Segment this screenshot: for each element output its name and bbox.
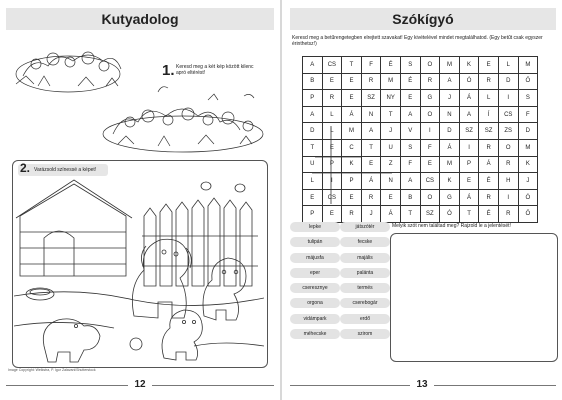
grid-row: [303, 106, 538, 123]
grid-cell[interactable]: J: [440, 90, 460, 107]
grid-cell[interactable]: I: [498, 189, 518, 206]
grid-cell[interactable]: R: [361, 73, 381, 90]
grid-cell[interactable]: O: [498, 139, 518, 156]
grid-cell[interactable]: D: [518, 123, 538, 140]
grid-cell[interactable]: A: [361, 123, 381, 140]
word-pill: vidámpark: [290, 314, 340, 324]
grid-cell[interactable]: K: [518, 156, 538, 173]
word-row: [290, 237, 390, 252]
grid-cell[interactable]: Á: [459, 90, 479, 107]
grid-cell[interactable]: Á: [440, 139, 460, 156]
grid-cell[interactable]: C: [342, 139, 362, 156]
grid-cell[interactable]: Á: [342, 106, 362, 123]
grid-cell[interactable]: É: [479, 206, 499, 223]
grid-cell[interactable]: S: [400, 57, 420, 74]
grid-cell[interactable]: E: [361, 156, 381, 173]
word-row: [290, 253, 390, 268]
grid-cell[interactable]: K: [440, 173, 460, 190]
grid-cell[interactable]: R: [479, 73, 499, 90]
grid-cell[interactable]: P: [303, 206, 323, 223]
grid-cell[interactable]: H: [498, 173, 518, 190]
grid-cell[interactable]: E: [303, 189, 323, 206]
grid-cell[interactable]: SZ: [361, 90, 381, 107]
grid-cell[interactable]: Í: [479, 106, 499, 123]
grid-cell[interactable]: I: [498, 90, 518, 107]
grid-cell[interactable]: B: [303, 73, 323, 90]
grid-cell[interactable]: A: [400, 106, 420, 123]
grid-cell[interactable]: Z: [381, 156, 401, 173]
grid-cell[interactable]: U: [303, 156, 323, 173]
word-search-grid: [302, 56, 538, 223]
word-pill: orgona: [290, 298, 340, 308]
grid-cell[interactable]: L: [303, 173, 323, 190]
grid-cell[interactable]: F: [361, 57, 381, 74]
grid-cell[interactable]: J: [518, 173, 538, 190]
grid-cell[interactable]: J: [361, 206, 381, 223]
word-row: [290, 222, 390, 237]
left-page-title: Kutyadolog: [6, 8, 274, 30]
grid-cell[interactable]: U: [381, 139, 401, 156]
grid-cell[interactable]: K: [342, 156, 362, 173]
answer-drawing-box[interactable]: [390, 233, 558, 362]
grid-cell[interactable]: E: [322, 206, 342, 223]
grid-cell[interactable]: A: [303, 106, 323, 123]
grid-cell[interactable]: CS: [322, 57, 342, 74]
coloring-picture: [14, 176, 264, 364]
grid-cell[interactable]: É: [381, 57, 401, 74]
answer-question: Melyik szót nem találtad meg? Rajzold le a jelentését!: [392, 223, 511, 229]
grid-cell[interactable]: E: [400, 90, 420, 107]
grid-cell[interactable]: R: [420, 73, 440, 90]
grid-cell[interactable]: Ó: [440, 206, 460, 223]
grid-cell[interactable]: E: [459, 173, 479, 190]
grid-row: [303, 139, 538, 156]
grid-cell[interactable]: P: [342, 173, 362, 190]
word-pill: méhecske: [290, 329, 340, 339]
grid-cell[interactable]: É: [400, 73, 420, 90]
grid-cell[interactable]: M: [381, 73, 401, 90]
grid-cell[interactable]: M: [342, 123, 362, 140]
grid-cell[interactable]: M: [518, 57, 538, 74]
grid-cell[interactable]: Á: [479, 156, 499, 173]
grid-row: [303, 206, 538, 223]
word-pill: cserebogár: [340, 298, 390, 308]
left-page: [0, 0, 280, 400]
left-page-footer: [0, 378, 280, 392]
grid-cell[interactable]: P: [303, 90, 323, 107]
task1-number: 1.: [162, 62, 175, 79]
spot-difference-illustrations: [8, 34, 276, 158]
grid-cell[interactable]: Á: [381, 206, 401, 223]
grid-cell[interactable]: Ő: [518, 73, 538, 90]
grid-cell[interactable]: I: [420, 123, 440, 140]
grid-cell[interactable]: A: [303, 57, 323, 74]
grid-cell[interactable]: J: [381, 123, 401, 140]
grid-cell[interactable]: O: [420, 106, 440, 123]
grid-cell[interactable]: K: [459, 57, 479, 74]
grid-cell[interactable]: F: [420, 139, 440, 156]
word-row: [290, 329, 390, 344]
task2-label: [18, 161, 108, 176]
grid-cell[interactable]: E: [342, 189, 362, 206]
word-pill: eper: [290, 268, 340, 278]
grid-cell[interactable]: R: [479, 139, 499, 156]
grid-cell[interactable]: L: [479, 90, 499, 107]
grid-cell[interactable]: I: [322, 173, 342, 190]
grid-cell[interactable]: D: [440, 123, 460, 140]
grid-cell[interactable]: E: [322, 73, 342, 90]
grid-cell[interactable]: Ó: [518, 189, 538, 206]
grid-cell[interactable]: D: [498, 73, 518, 90]
grid-cell[interactable]: G: [440, 189, 460, 206]
right-page-number: 13: [410, 379, 433, 390]
grid-cell[interactable]: T: [303, 139, 323, 156]
task1-text: Keresd meg a két kép között kilenc apró eltérést!: [176, 64, 254, 76]
image-credit: Image Copyright: Welkstra, P. Igor Zalavani/Shutterstock: [8, 368, 96, 372]
grid-cell[interactable]: F: [400, 156, 420, 173]
word-pill: fecske: [340, 237, 390, 247]
grid-cell[interactable]: A: [400, 173, 420, 190]
grid-cell[interactable]: CS: [498, 106, 518, 123]
grid-cell[interactable]: E: [381, 189, 401, 206]
word-row: [290, 283, 390, 298]
word-pill: termés: [340, 283, 390, 293]
grid-cell[interactable]: V: [400, 123, 420, 140]
grid-cell[interactable]: SZ: [459, 123, 479, 140]
grid-cell[interactable]: A: [459, 106, 479, 123]
grid-cell[interactable]: P: [459, 156, 479, 173]
grid-cell[interactable]: M: [440, 57, 460, 74]
word-pill: majális: [340, 253, 390, 263]
grid-cell[interactable]: NY: [381, 90, 401, 107]
grid-cell[interactable]: N: [440, 106, 460, 123]
grid-cell[interactable]: T: [361, 139, 381, 156]
word-row: [290, 314, 390, 329]
grid-cell[interactable]: SZ: [420, 206, 440, 223]
word-pill: játszótér: [340, 222, 390, 232]
left-page-number: 12: [128, 379, 151, 390]
grid-cell[interactable]: R: [498, 206, 518, 223]
grid-cell[interactable]: T: [342, 57, 362, 74]
word-pill: erdő: [340, 314, 390, 324]
grid-cell[interactable]: A: [440, 73, 460, 90]
grid-cell[interactable]: Ő: [518, 206, 538, 223]
grid-cell[interactable]: T: [459, 206, 479, 223]
task2-number: 2.: [20, 161, 31, 175]
grid-cell[interactable]: S: [400, 139, 420, 156]
grid-cell[interactable]: B: [400, 189, 420, 206]
grid-row: [303, 123, 538, 140]
grid-cell[interactable]: R: [498, 156, 518, 173]
grid-cell[interactable]: N: [381, 173, 401, 190]
grid-cell[interactable]: P: [322, 156, 342, 173]
grid-cell[interactable]: N: [361, 106, 381, 123]
grid-cell[interactable]: M: [518, 139, 538, 156]
word-list: [290, 222, 390, 344]
right-page-title: Szókígyó: [290, 8, 556, 30]
task2-text: Varázsold színessé a képet!: [34, 167, 97, 173]
grid-cell[interactable]: E: [479, 57, 499, 74]
grid-cell[interactable]: Ó: [459, 73, 479, 90]
grid-row: [303, 189, 538, 206]
grid-cell[interactable]: R: [361, 189, 381, 206]
grid-cell[interactable]: CS: [420, 173, 440, 190]
grid-cell[interactable]: M: [440, 156, 460, 173]
word-pill: szirom: [340, 329, 390, 339]
word-pill: palánta: [340, 268, 390, 278]
grid-cell[interactable]: I: [459, 139, 479, 156]
word-row: [290, 268, 390, 283]
grid-cell[interactable]: G: [420, 90, 440, 107]
grid-row: [303, 156, 538, 173]
grid-cell[interactable]: ZS: [498, 123, 518, 140]
grid-cell[interactable]: L: [322, 123, 342, 140]
word-pill: tulipán: [290, 237, 340, 247]
grid-cell[interactable]: D: [303, 123, 323, 140]
grid-cell[interactable]: E: [342, 73, 362, 90]
grid-cell[interactable]: R: [479, 189, 499, 206]
grid-cell[interactable]: L: [322, 106, 342, 123]
grid-cell[interactable]: E: [342, 90, 362, 107]
grid-cell[interactable]: L: [498, 57, 518, 74]
grid-cell[interactable]: O: [420, 57, 440, 74]
word-pill: lepke: [290, 222, 340, 232]
grid-row: [303, 73, 538, 90]
grid-cell[interactable]: O: [420, 189, 440, 206]
grid-cell[interactable]: SZ: [479, 123, 499, 140]
grid-cell[interactable]: R: [322, 90, 342, 107]
grid-cell[interactable]: T: [400, 206, 420, 223]
word-pill: májusfa: [290, 253, 340, 263]
word-row: [290, 298, 390, 313]
right-page-footer: [282, 378, 562, 392]
grid-row: [303, 57, 538, 74]
grid-row: [303, 90, 538, 107]
grid-cell[interactable]: F: [518, 106, 538, 123]
grid-row: [303, 173, 538, 190]
grid-cell[interactable]: R: [342, 206, 362, 223]
grid-cell[interactable]: T: [381, 106, 401, 123]
word-search-instruction: Keresd meg a betűrengetegben elrejtett szavakat! Egy kivételével mindet megtalálhatod. (Egy betűt csak egyszer érinthetsz!): [292, 35, 543, 47]
grid-cell[interactable]: É: [479, 173, 499, 190]
grid-cell[interactable]: Á: [361, 173, 381, 190]
grid-cell[interactable]: CS: [322, 189, 342, 206]
grid-cell[interactable]: E: [322, 139, 342, 156]
grid-cell[interactable]: E: [420, 156, 440, 173]
word-pill: cseresznye: [290, 283, 340, 293]
grid-cell[interactable]: Á: [459, 189, 479, 206]
grid-cell[interactable]: S: [518, 90, 538, 107]
